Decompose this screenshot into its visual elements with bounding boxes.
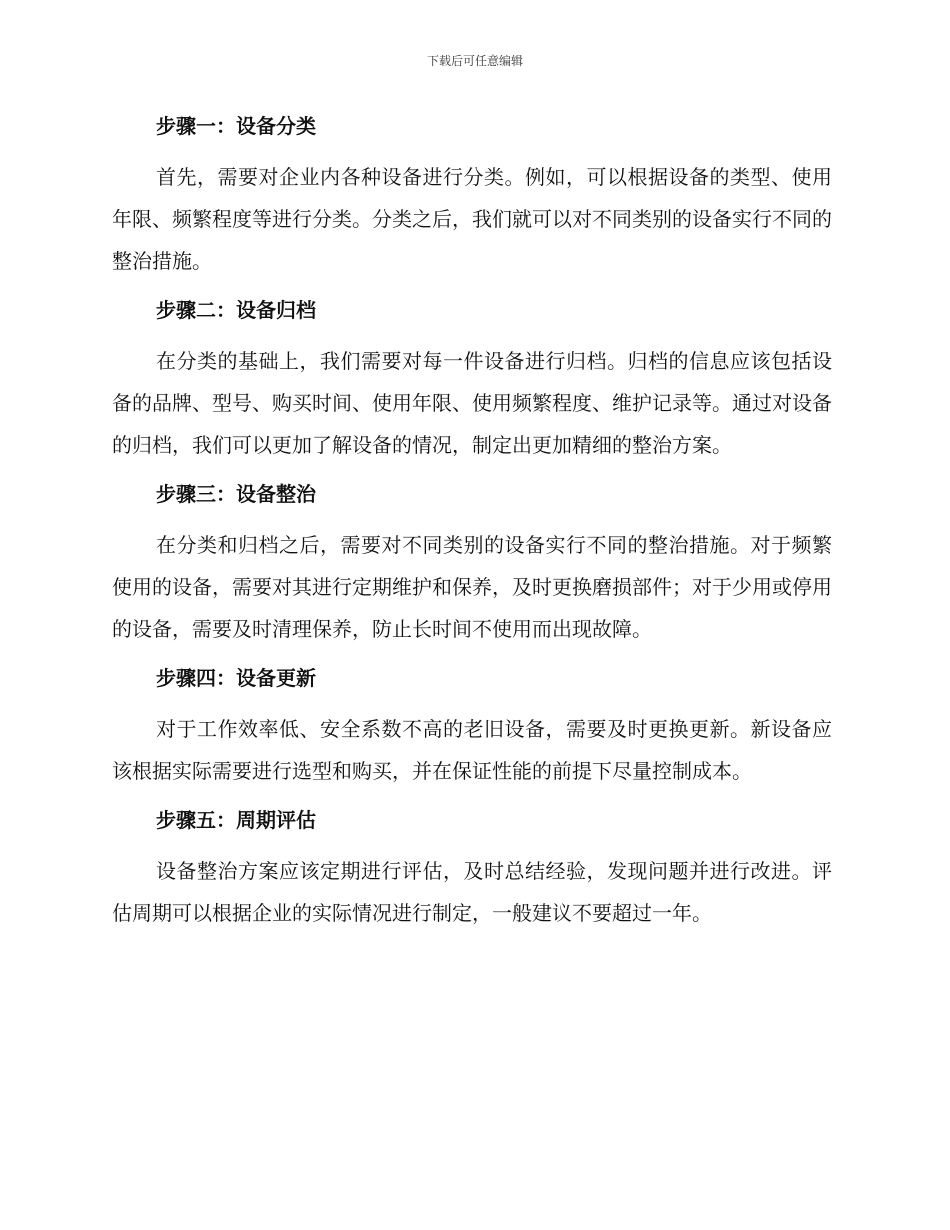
- section-heading: 步骤三：设备整治: [156, 482, 316, 506]
- section-step-3: [112, 474, 832, 650]
- section-step-2: [112, 290, 832, 466]
- section-step-5: [112, 800, 832, 934]
- section-paragraph: 在分类和归档之后，需要对不同类别的设备实行不同的整治措施。对于频繁使用的设备，需要对其进行定期维护和保养，及时更换磨损部件；对于少用或停用的设备，需要及时清理保养，防止长时间不使用而出现故障。: [112, 533, 832, 641]
- section-paragraph: 对于工作效率低、安全系数不高的老旧设备，需要及时更换更新。新设备应该根据实际需要进行选型和购买，并在保证性能的前提下尽量控制成本。: [112, 717, 832, 783]
- section-heading: 步骤五：周期评估: [156, 808, 316, 832]
- section-step-1: [112, 106, 832, 282]
- section-paragraph: 设备整治方案应该定期进行评估，及时总结经验，发现问题并进行改进。评估周期可以根据企业的实际情况进行制定，一般建议不要超过一年。: [112, 859, 832, 925]
- section-step-4: [112, 658, 832, 792]
- section-paragraph: 首先，需要对企业内各种设备进行分类。例如，可以根据设备的类型、使用年限、频繁程度等进行分类。分类之后，我们就可以对不同类别的设备实行不同的整治措施。: [112, 165, 832, 273]
- section-heading: 步骤四：设备更新: [156, 666, 316, 690]
- section-heading: 步骤一：设备分类: [156, 114, 316, 138]
- page-header-note: 下载后可任意编辑: [426, 54, 523, 68]
- section-heading: 步骤二：设备归档: [156, 298, 316, 322]
- section-paragraph: 在分类的基础上，我们需要对每一件设备进行归档。归档的信息应该包括设备的品牌、型号、购买时间、使用年限、使用频繁程度、维护记录等。通过对设备的归档，我们可以更加了解设备的情况，制定出更加精细的整治方案。: [112, 349, 832, 457]
- document-body: [112, 106, 832, 942]
